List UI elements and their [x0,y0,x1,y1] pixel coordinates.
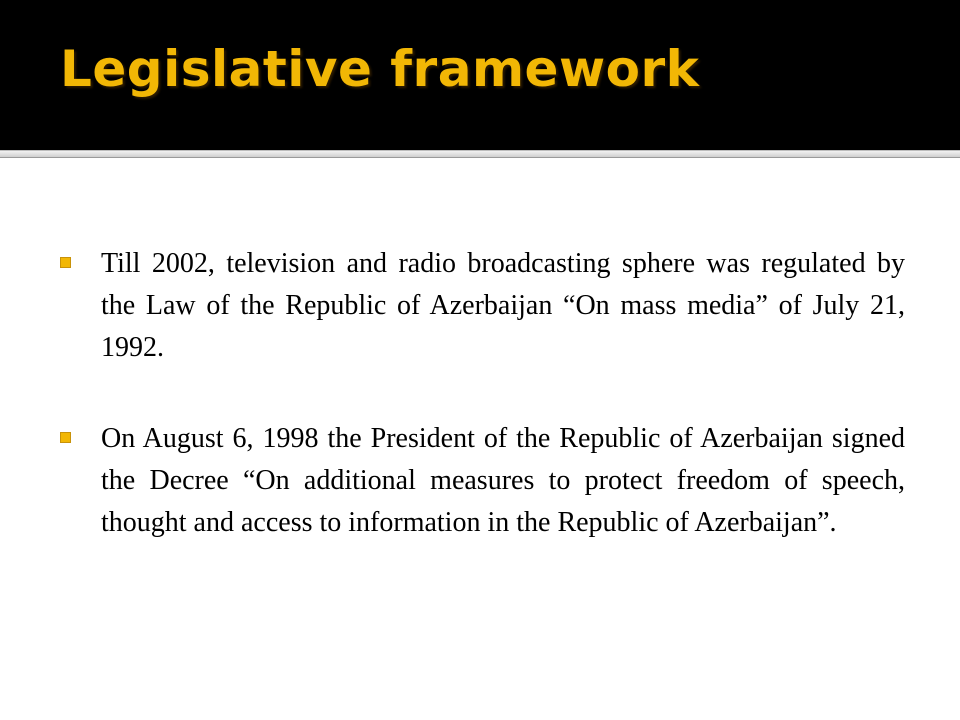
bullet-text: On August 6, 1998 the President of the Republic of Azerbaijan signed the Decree “On additional measures to protect freedom of speech, thought and access to information in the Republic of Azerbaijan”. [101,423,905,538]
bullet-text: Till 2002, television and radio broadcasting sphere was regulated by the Law of the Republic of Azerbaijan “On mass media” of July 21, 1992. [101,248,905,363]
square-bullet-icon [60,432,71,443]
slide-title: Legislative framework [60,40,700,98]
bullet-item [60,418,905,544]
bullet-list [60,243,905,593]
title-bar [0,0,960,150]
bullet-item [60,243,905,369]
title-divider [0,150,960,158]
square-bullet-icon [60,257,71,268]
